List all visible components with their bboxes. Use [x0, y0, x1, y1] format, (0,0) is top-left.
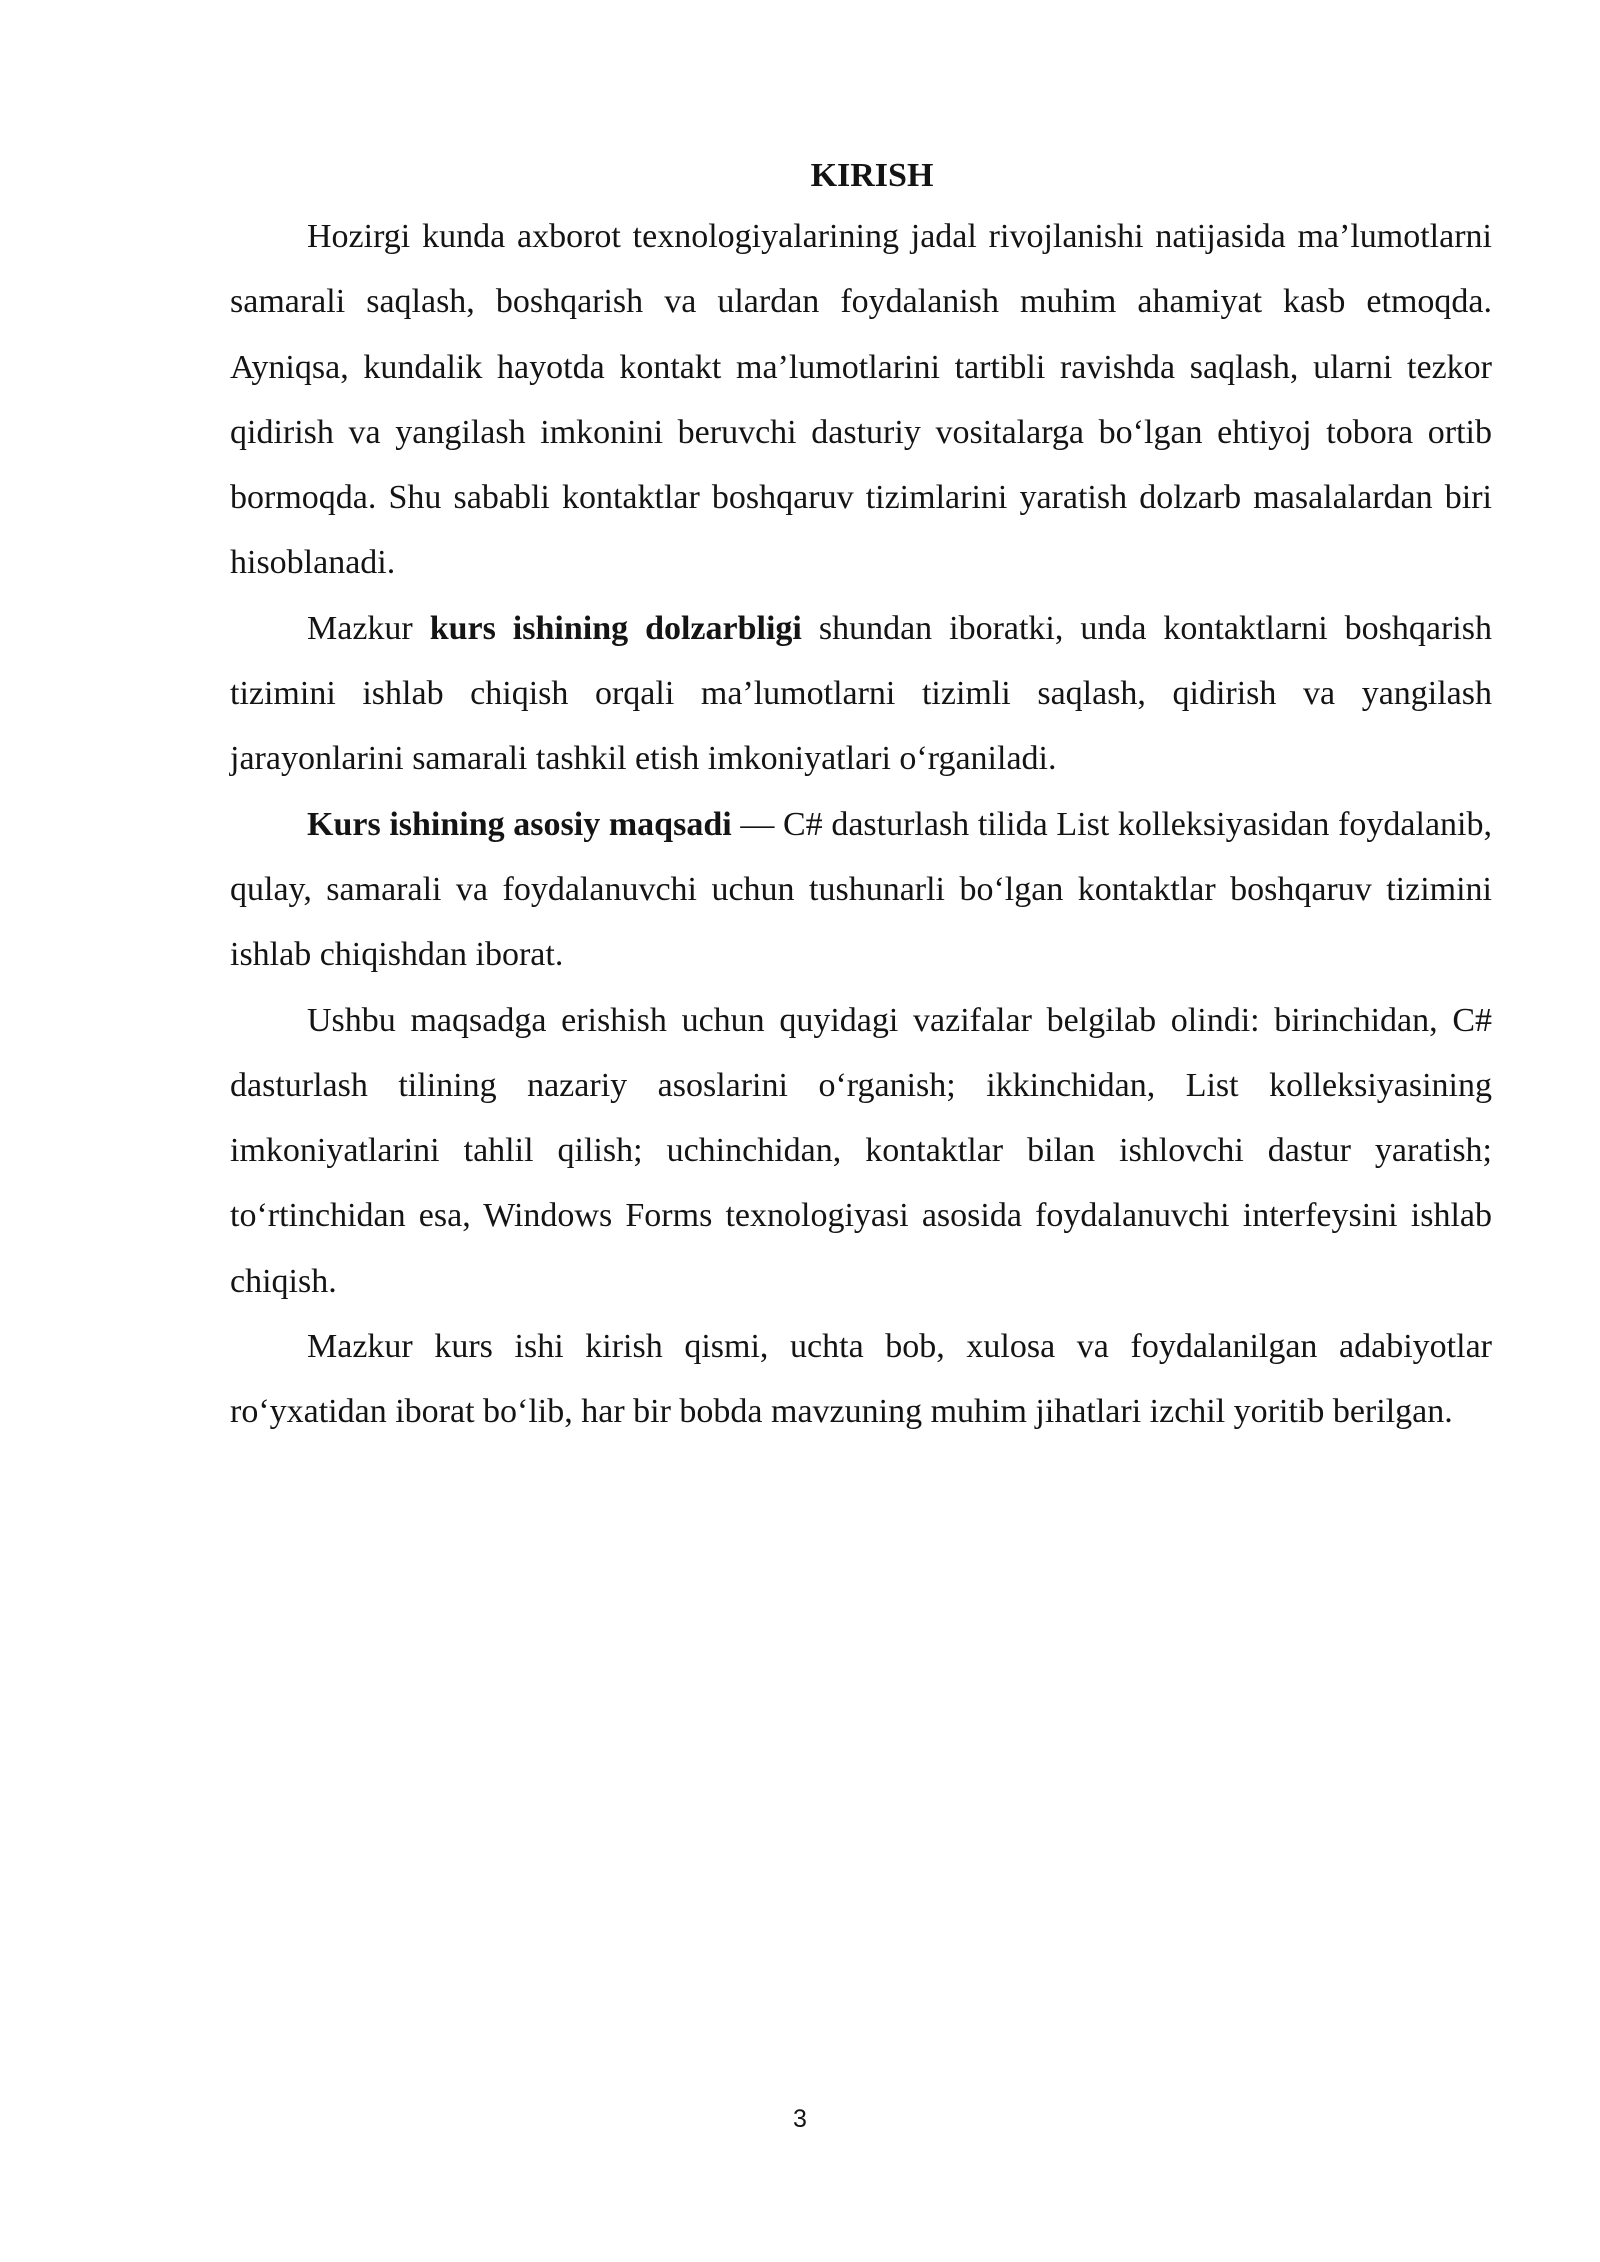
paragraph-goal — [230, 792, 1492, 988]
page-number: 3 — [793, 2105, 807, 2133]
relevance-term: kurs ishining dolzarbligi — [429, 609, 802, 647]
paragraph-goal-rest: — C# dasturlash tilida List kolleksiyasidan foydalanib, qulay, samarali va foydalanuvchi uchun tushunarli bo‘lgan kontaktlar boshqaruv tizimini ishlab chiqishdan iborat. — [230, 805, 1492, 974]
paragraph-intro: Hozirgi kunda axborot texnologiyalarining jadal rivojlanishi natijasida ma’lumotlarni samarali saqlash, boshqarish va ulardan foydalanish muhim ahamiyat kasb etmoqda. Ayniqsa, kundalik hayotda kontakt ma’lumotlarini tartibli ravishda saqlash, ularni tezkor qidirish va yangilash imkonini beruvchi dasturiy vositalarga bo‘lgan ehtiyoj tobora ortib bormoqda. Shu sababli kontaktlar boshqaruv tizimlarini yaratish dolzarb masalalardan biri hisoblanadi. — [230, 218, 1492, 582]
section-heading: KIRISH — [810, 157, 934, 194]
paragraph-relevance-rest: shundan iboratki, unda kontaktlarni boshqarish tizimini ishlab chiqish orqali ma’lumotlarni tizimli saqlash, qidirish va yangilash jarayonlarini samarali tashkil etish imkoniyatlari o‘rganiladi. — [230, 609, 1492, 778]
paragraph-relevance-lead: Mazkur — [307, 609, 430, 647]
paragraph-tasks: Ushbu maqsadga erishish uchun quyidagi vazifalar belgilab olindi: birinchidan, C# dasturlash tilining nazariy asoslarini o‘rganish; ikkinchidan, List kolleksiyasining imkoniyatlarini tahlil qilish; uchinchidan, kontaktlar bilan ishlovchi dastur yaratish; to‘rtinchidan esa, Windows Forms texnologiyasi asosida foydalanuvchi interfeysini ishlab chiqish. — [230, 1001, 1492, 1300]
page-body — [230, 148, 1492, 1445]
paragraph-relevance — [230, 596, 1492, 792]
paragraph-structure: Mazkur kurs ishi kirish qismi, uchta bob, xulosa va foydalanilgan adabiyotlar ro‘yxatidan iborat bo‘lib, har bir bobda mavzuning muhim jihatlari izchil yoritib berilgan. — [230, 1328, 1492, 1431]
goal-term: Kurs ishining asosiy maqsadi — [307, 805, 732, 843]
